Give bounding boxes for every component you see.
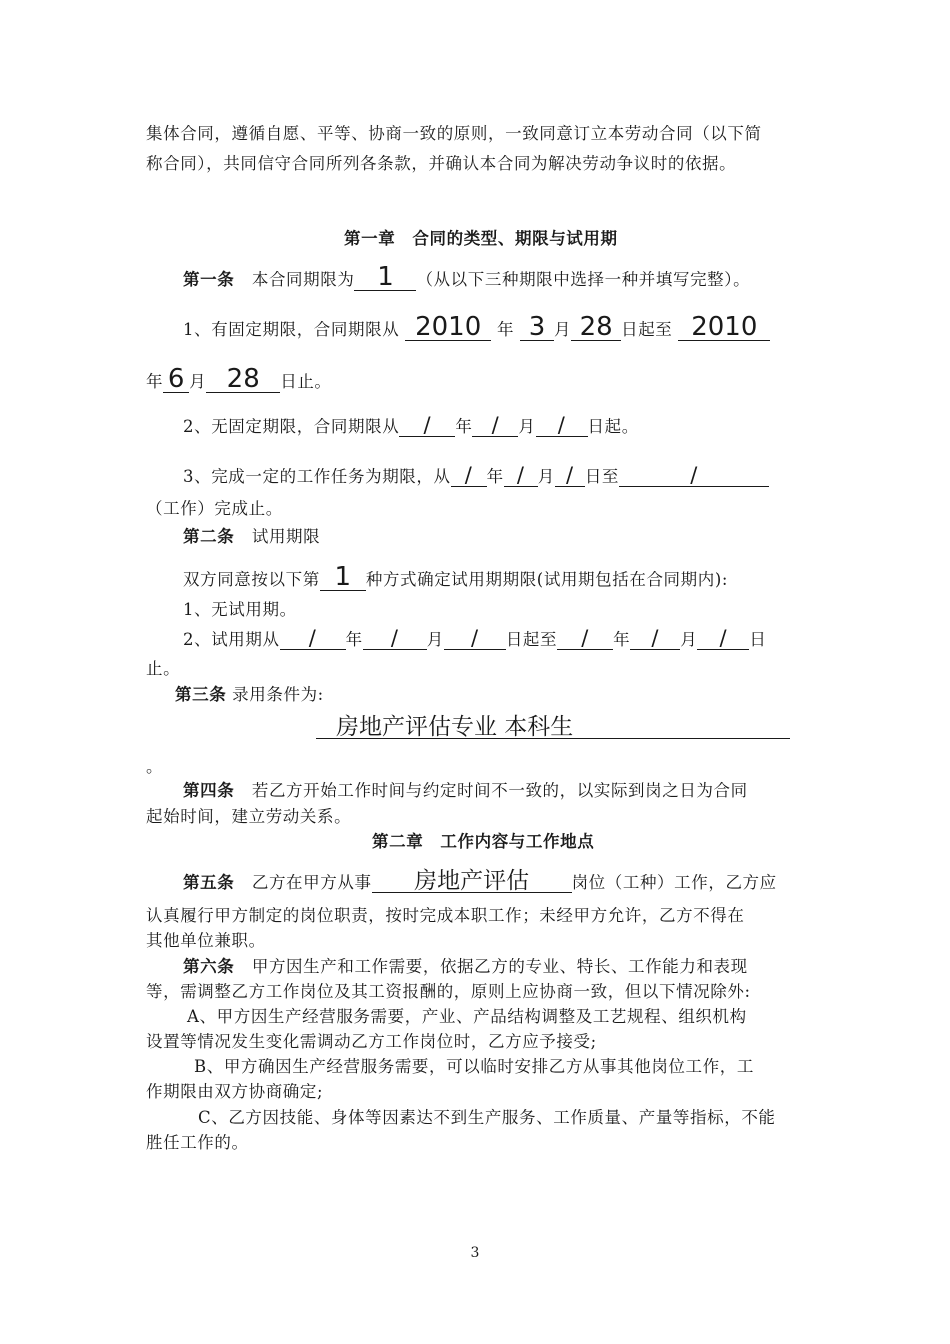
article-2-choice-line (183, 564, 728, 592)
intro-line-1: 集体合同，遵循自愿、平等、协商一致的原则，一致同意订立本劳动合同（以下简 (146, 124, 762, 143)
article-3-label: 第三条 (175, 685, 227, 704)
article-3-value (316, 716, 790, 739)
end-year-field: 2010 (678, 314, 770, 341)
day-end-text: 日 (749, 630, 767, 649)
year-char: 年 (345, 630, 363, 649)
trial-start-month: / (363, 627, 427, 650)
article-2-choice: 1 (320, 564, 366, 591)
day-text: 日起。 (587, 417, 639, 436)
article-2-item-2-cont: 止。 (146, 659, 181, 678)
option-3-prefix: 3、完成一定的工作任务为期限，从 (183, 467, 451, 486)
year-char: 年 (455, 417, 473, 436)
article-6-line-1 (183, 955, 748, 979)
option-2-month-field: / (472, 414, 518, 437)
chapter-1-title: 第一章 合同的类型、期限与试用期 (344, 229, 618, 248)
article-6-label: 第六条 (183, 957, 235, 976)
article-2-item-1: 1、无试用期。 (183, 600, 297, 619)
article-6-line-2: 等，需调整乙方工作岗位及其工资报酬的，原则上应协商一致，但以下情况除外: (146, 982, 751, 1001)
day-to-text: 日起至 (505, 630, 558, 649)
article-2-text-after: 种方式确定试用期期限(试用期包括在合同期内): (365, 570, 729, 589)
year-char: 年 (613, 630, 631, 649)
article-5-line-1 (183, 870, 777, 895)
article-6-item-b-1: B、甲方确因生产经营服务需要，可以临时安排乙方从事其他岗位工作，工 (194, 1057, 754, 1076)
article-5-text-before: 乙方在甲方从事 (251, 873, 372, 892)
article-6-text: 甲方因生产和工作需要，依据乙方的专业、特长、工作能力和表现 (251, 957, 748, 976)
option-3-month-field: / (504, 464, 538, 487)
year-char: 年 (497, 320, 515, 339)
article-3-value-text: 房地产评估专业 本科生 (336, 714, 574, 740)
article-3-line (175, 683, 324, 707)
month-char: 月 (554, 320, 572, 339)
end-text: 日止。 (280, 372, 332, 391)
article-2-heading (183, 525, 320, 549)
article-6-item-c-2: 胜任工作的。 (146, 1133, 249, 1152)
article-5-text-after: 岗位（工种）工作，乙方应 (571, 873, 777, 892)
day-to-text: 日至 (584, 467, 620, 486)
start-day-field: 28 (571, 314, 621, 341)
intro-line-2: 称合同），共同信守合同所列各条款，并确认本合同为解决劳动争议时的依据。 (146, 154, 737, 173)
article-3-tail: 。 (146, 757, 164, 776)
article-1-option-2 (183, 414, 639, 439)
article-6-item-c-1: C、乙方因技能、身体等因素达不到生产服务、工作质量、产量等指标，不能 (198, 1108, 776, 1127)
article-1-line (183, 264, 750, 292)
article-4-line-1 (183, 779, 748, 803)
day-to-text: 日起至 (621, 320, 673, 339)
chapter-2-title: 第二章 工作内容与工作地点 (372, 832, 595, 851)
article-3-value-line (316, 716, 790, 741)
article-1-option-1-cont (146, 366, 332, 394)
option-3-day-field: / (555, 464, 585, 487)
article-1-option-1 (183, 314, 770, 342)
start-month-field: 3 (520, 314, 554, 341)
trial-start-year: / (280, 627, 346, 650)
article-6-item-a-2: 设置等情况发生变化需调动乙方工作岗位时，乙方应予接受; (146, 1032, 597, 1051)
month-char: 月 (537, 467, 555, 486)
article-6-item-b-2: 作期限由双方协商确定; (146, 1082, 324, 1101)
option-1-prefix: 1、有固定期限，合同期限从 (183, 320, 400, 339)
year-char: 年 (146, 372, 164, 391)
option-2-year-field: / (399, 414, 455, 437)
trial-end-month: / (630, 627, 680, 650)
article-2-item-2 (183, 627, 766, 652)
article-4-label: 第四条 (183, 781, 235, 800)
article-2-text-before: 双方同意按以下第 (183, 570, 320, 589)
month-char: 月 (680, 630, 698, 649)
article-1-label: 第一条 (183, 270, 235, 289)
option-2-prefix: 2、无固定期限，合同期限从 (183, 417, 400, 436)
article-1-option-3-cont: （工作）完成止。 (146, 499, 283, 518)
end-day-field: 28 (206, 366, 280, 393)
article-1-option-3 (183, 464, 769, 489)
year-char: 年 (486, 467, 504, 486)
month-char: 月 (189, 372, 207, 391)
option-2-day-field: / (536, 414, 588, 437)
article-1-choice: 1 (354, 264, 416, 291)
trial-start-day: / (444, 627, 506, 650)
article-2-label: 第二条 (183, 527, 235, 546)
article-5-label: 第五条 (183, 873, 235, 892)
article-4-text: 若乙方开始工作时间与约定时间不一致的，以实际到岗之日为合同 (251, 781, 748, 800)
item-2-prefix: 2、试用期从 (183, 630, 280, 649)
page-number: 3 (470, 1245, 480, 1261)
trial-end-day: / (697, 627, 749, 650)
article-5-line-2: 认真履行甲方制定的岗位职责，按时完成本职工作；未经甲方允许，乙方不得在 (146, 906, 745, 925)
article-1-text-before: 本合同期限为 (251, 270, 355, 289)
end-month-field: 6 (163, 366, 189, 393)
option-3-year-field: / (451, 464, 487, 487)
article-6-item-a-1: A、甲方因生产经营服务需要，产业、产品结构调整及工艺规程、组织机构 (187, 1007, 747, 1026)
article-4-line-2: 起始时间，建立劳动关系。 (146, 807, 352, 826)
article-2-title: 试用期限 (251, 527, 321, 546)
month-char: 月 (518, 417, 536, 436)
article-3-text: 录用条件为: (232, 685, 324, 704)
month-char: 月 (426, 630, 444, 649)
article-5-line-3: 其他单位兼职。 (146, 931, 266, 950)
article-1-text-after: （从以下三种期限中选择一种并填写完整）。 (416, 270, 751, 289)
article-5-position: 房地产评估 (372, 870, 572, 893)
start-year-field: 2010 (405, 314, 491, 341)
option-3-task-field: / (619, 464, 769, 487)
trial-end-year: / (557, 627, 613, 650)
